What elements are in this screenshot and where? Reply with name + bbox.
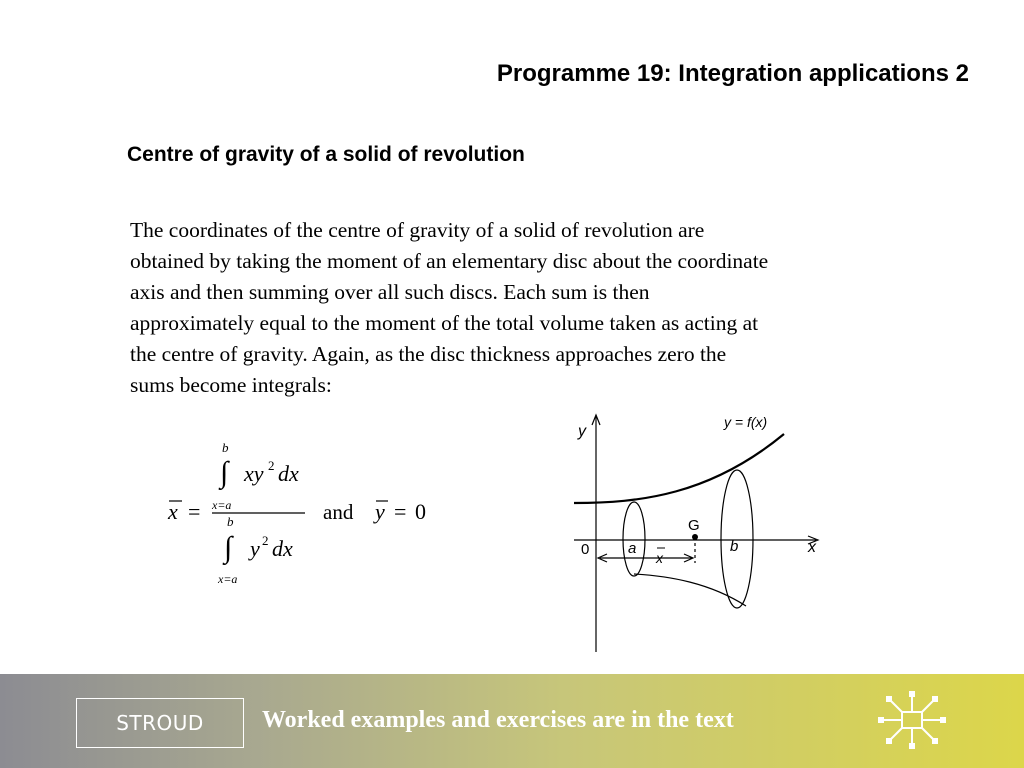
section-heading: Centre of gravity of a solid of revolution [127, 143, 525, 166]
centroid-formula [160, 430, 450, 600]
figure-y-label: y [578, 423, 586, 440]
page-title: Programme 19: Integration applications 2 [496, 60, 969, 87]
body-line: axis and then summing over all such discs. Each sum is then [130, 280, 650, 304]
formula-rhs2-var: y [375, 499, 385, 524]
body-line: obtained by taking the moment of an elementary disc about the coordinate [130, 249, 769, 273]
denominator-integral-sign: ∫ [224, 531, 233, 564]
denominator-integrand: y [250, 536, 260, 561]
body-paragraph [130, 215, 900, 401]
body-line: the centre of gravity. Again, as the disc thickness approaches zero the [130, 342, 727, 366]
footer-bar [0, 674, 1024, 768]
numerator-integral-sign: ∫ [220, 456, 229, 489]
figure-g-label: G [688, 517, 700, 534]
body-line: approximately equal to the moment of the total volume taken as acting at [130, 311, 759, 335]
formula-conjunction: and [323, 500, 354, 524]
footer-text: Worked examples and exercises are in the text [262, 707, 734, 733]
equals-sign: = [188, 499, 201, 524]
body-line: The coordinates of the centre of gravity of a solid of revolution are [130, 218, 705, 242]
circuit-logo-icon [872, 688, 952, 752]
figure-origin-label: 0 [581, 541, 590, 558]
numerator-differential: dx [278, 461, 299, 486]
figure-a-label: a [628, 540, 637, 557]
centre-of-gravity-point [692, 534, 698, 540]
figure-curve-label: y = f(x) [724, 414, 768, 430]
numerator-lower-limit: x=a [212, 498, 232, 512]
denominator-upper-limit: b [227, 514, 234, 529]
stroud-brand-box: STROUD [76, 698, 244, 748]
denominator-differential: dx [272, 536, 293, 561]
equals-sign-2: = [394, 499, 407, 524]
body-line: sums become integrals: [130, 373, 332, 397]
numerator-exponent: 2 [268, 458, 275, 473]
disc-a [623, 502, 645, 576]
formula-rhs2-val: 0 [415, 499, 426, 524]
figure-x-label: x [808, 539, 816, 556]
curve-upper [574, 434, 784, 503]
formula-lhs: x [168, 499, 178, 524]
figure-b-label: b [730, 538, 739, 555]
figure-xbar-label: x [656, 550, 663, 566]
denominator-exponent: 2 [262, 533, 269, 548]
solid-of-revolution-figure [560, 405, 830, 655]
denominator-lower-limit: x=a [218, 572, 238, 586]
numerator-upper-limit: b [222, 440, 229, 455]
curve-lower [634, 574, 746, 606]
numerator-integrand: xy [244, 461, 264, 486]
